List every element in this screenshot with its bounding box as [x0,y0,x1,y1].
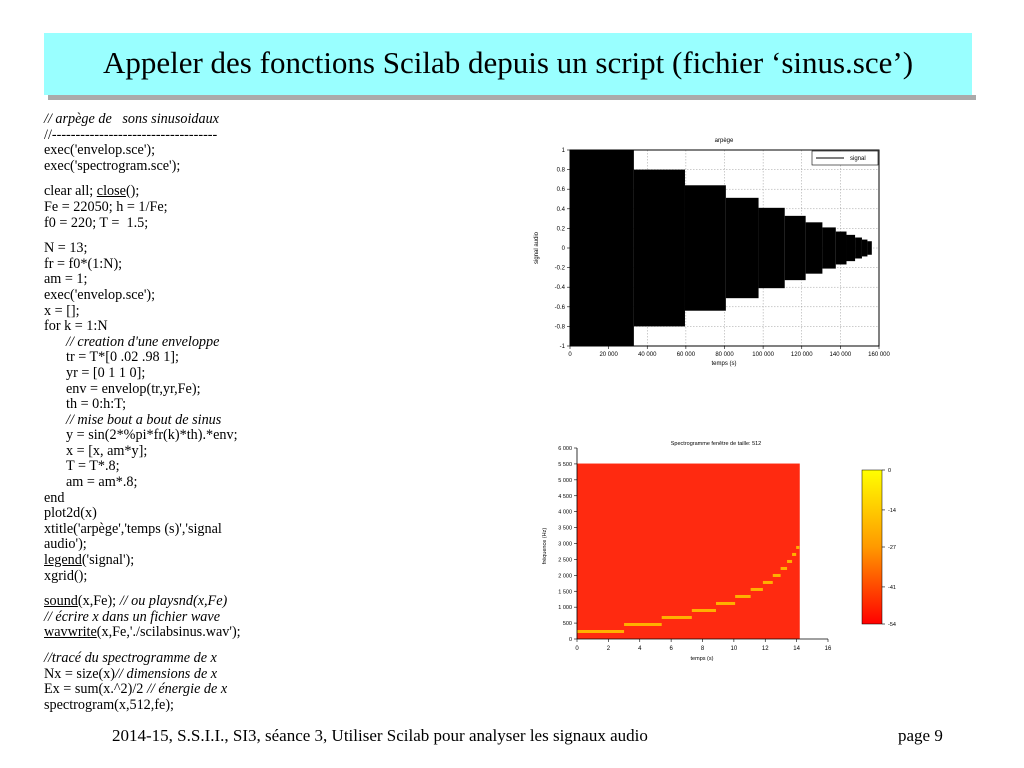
x-tick-label: 120 000 [790,352,813,358]
x-tick-label: 60 000 [676,352,696,358]
harmonic-step [792,553,796,556]
y-tick-label: 2 500 [558,557,572,564]
x-tick-label: 6 [669,646,673,652]
code-line [44,667,514,683]
x-axis [575,639,832,652]
y-tick-label: -0.8 [554,324,565,331]
slide-title: Appeler des fonctions Scilab depuis un script (fichier ‘sinus.sce’) [102,45,914,80]
x-axis [568,346,890,358]
harmonic-step [716,602,735,605]
chart-title: Spectrogramme fenêtre de taille: 512 [670,441,762,447]
y-tick-label: -1 [559,344,565,350]
code-line: T = T*.8; [66,458,120,475]
code-comment: // creation d'une enveloppe [66,333,220,350]
arpege-waveform-chart [528,132,900,372]
code-line [44,553,514,569]
y-axis [555,148,570,350]
colorbar-tick-label: 0 [888,468,892,474]
code-text: (x,Fe,'./scilabsinus.wav'); [96,624,241,641]
y-tick-label: -0.4 [554,285,565,292]
sound-keyword: sound [44,593,78,610]
colorbar-tick-label: -54 [888,622,896,628]
code-line: am = 1; [44,271,88,288]
x-tick-label: 40 000 [638,352,657,358]
y-tick-label: 0.2 [556,226,565,233]
x-tick-label: 4 [638,646,642,652]
code-line: f0 = 220; T = 1.5; [44,214,149,231]
code-text: (x,Fe); [77,593,120,610]
title-bar-shadow [48,95,976,100]
footer-caption: 2014-15, S.S.I.I., SI3, séance 3, Utiliser Scilab pour analyser les signaux audio [112,726,648,745]
x-tick-label: 20 000 [599,352,618,358]
x-tick-label: 2 [606,646,611,652]
code-comment: // dimensions de x [115,665,218,682]
legend-keyword: legend [44,552,82,569]
colorbar-tick-label: -14 [888,507,896,514]
harmonic-step [781,567,787,570]
y-tick-label: 0 [561,246,565,252]
y-axis [558,446,577,643]
y-tick-label: 4 000 [558,509,572,516]
code-line: fr = f0*(1:N); [44,255,123,272]
spectrogram-background [577,464,800,639]
y-tick-label: 3 500 [558,525,572,532]
chart-title: arpège [714,138,734,144]
x-tick-label: 16 [824,646,832,652]
y-tick-label: 0.8 [556,167,565,174]
code-line: xgrid(); [44,567,88,584]
code-line: exec('spectrogram.sce'); [44,157,181,174]
x-tick-label: 0 [568,352,572,358]
x-tick-label: 8 [700,646,705,652]
code-text: Nx = size(x) [44,665,116,682]
legend-entry: signal [850,156,866,162]
code-text: Ex = sum(x.^2)/2 [44,681,147,698]
y-tick-label: -0.6 [554,304,565,311]
y-tick-label: 1 500 [558,589,572,596]
y-tick-label: 500 [562,621,572,628]
x-tick-label: 80 000 [715,352,734,358]
code-text: ('signal'); [81,552,135,569]
x-tick-label: 12 [761,646,769,652]
code-line: // arpège de sons sinusoidaux [44,111,219,127]
code-line: //----------------------------------- [44,126,218,143]
waveform-segment [685,185,726,310]
code-line: end [44,489,65,506]
code-line: xtitle('arpège','temps (s)','signal [44,520,222,537]
x-tick-label: 10 [730,646,738,652]
code-line: exec('envelop.sce'); [44,286,156,303]
y-tick-label: 5 000 [558,477,572,484]
y-tick-label: 3 000 [558,541,572,548]
x-tick-label: 140 000 [829,352,852,358]
waveform-segment [867,241,871,255]
y-tick-label: 6 000 [558,446,572,452]
y-tick-label: 1 000 [558,605,572,612]
colorbar-tick-label: -41 [888,584,896,591]
code-line: for k = 1:N [44,318,108,335]
waveform-segment [847,235,856,261]
code-comment: // écrire x dans un fichier wave [44,608,220,625]
code-text: (); [125,183,140,200]
code-line: th = 0:h:T; [66,396,127,413]
x-tick-label: 14 [793,646,800,652]
code-line [44,625,514,641]
y-tick-label: 0 [568,637,572,643]
code-line: exec('envelop.sce'); [44,142,156,159]
y-tick-label: 5 500 [558,461,572,468]
waveform-segment [836,232,847,265]
x-tick-label: 0 [575,646,579,652]
title-bar [44,33,972,95]
waveform-area [570,150,872,346]
y-tick-label: 0.6 [556,187,565,194]
code-line [44,594,514,610]
waveform-segment [785,216,806,280]
code-comment: // mise bout a bout de sinus [66,411,222,428]
code-line: Fe = 22050; h = 1/Fe; [44,198,168,215]
x-axis-label: temps (s) [690,656,714,662]
code-line: plot2d(x) [44,505,97,522]
harmonic-step [735,595,751,598]
code-line: y = sin(2*%pi*fr(k)*th).*env; [66,427,238,444]
code-comment: // ou playsnd(x,Fe) [119,593,228,610]
waveform-segment [806,222,823,273]
code-comment: // énergie de x [146,681,228,698]
code-line: am = am*.8; [66,474,138,491]
code-line: yr = [0 1 1 0]; [66,364,146,381]
harmonic-step [751,588,763,591]
y-tick-label: -0.2 [554,265,565,272]
code-text: clear all; [44,183,97,200]
spectrogram-field [577,464,800,639]
code-line: x = [x, am*y]; [66,442,148,459]
harmonic-step [763,581,773,584]
code-listing [44,112,514,713]
waveform-segment [855,238,862,259]
harmonic-step [773,574,781,577]
y-tick-label: 2 000 [558,573,572,580]
wavwrite-keyword: wavwrite [44,624,97,641]
waveform-segment [822,227,835,268]
harmonic-step [787,560,792,563]
spectrogram-chart [530,436,910,676]
code-line: audio'); [44,536,87,553]
colorbar [862,470,882,624]
y-tick-label: 4 500 [558,493,572,500]
y-axis-label: fréquence (Hz) [542,527,548,565]
code-line: x = []; [44,302,80,319]
code-line [44,184,514,200]
colorbar-ticks [882,468,896,628]
y-tick-label: 1 [561,148,565,154]
close-keyword: close [96,183,126,200]
code-line: env = envelop(tr,yr,Fe); [66,380,201,397]
harmonic-step [662,616,692,619]
waveform-segment [726,198,759,298]
code-comment: //tracé du spectrogramme de x [44,650,217,666]
code-line: tr = T*[0 .02 .98 1]; [66,349,179,366]
waveform-segment [862,240,867,257]
waveform-segment [759,208,785,288]
y-axis-label: signal audio [534,231,540,265]
harmonic-step [692,609,716,612]
x-tick-label: 100 000 [752,352,774,358]
colorbar-tick-label: -27 [888,545,896,551]
waveform-segment [570,150,634,346]
code-line: spectrogram(x,512,fe); [44,696,175,713]
x-tick-label: 160 000 [868,352,890,358]
y-tick-label: 0.4 [556,206,565,213]
code-line: N = 13; [44,240,88,257]
x-axis-label: temps (s) [711,361,737,367]
legend [812,151,878,165]
harmonic-step [577,630,624,633]
waveform-segment [634,170,685,327]
harmonic-step [624,623,662,626]
code-line [44,682,514,698]
harmonic-step [796,546,799,549]
page-number: page 9 [898,726,943,745]
